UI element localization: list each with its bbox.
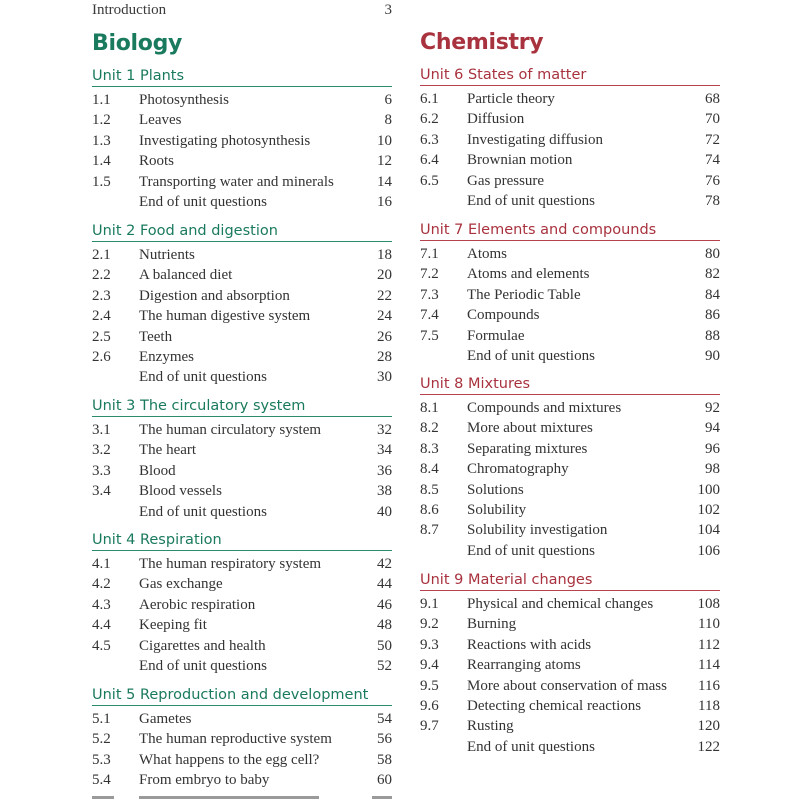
page-number: 22 xyxy=(377,287,392,304)
toc-entry[interactable] xyxy=(92,329,392,349)
biology-heading: Biology xyxy=(92,31,183,56)
section-title: Separating mixtures xyxy=(467,440,588,457)
toc-entry[interactable] xyxy=(420,718,720,738)
section-number: 7.3 xyxy=(420,286,439,303)
section-number: 2.3 xyxy=(92,287,111,304)
toc-entry[interactable] xyxy=(92,658,392,678)
page-number: 10 xyxy=(377,132,392,149)
section-title: Rearranging atoms xyxy=(467,657,581,674)
page-number: 68 xyxy=(705,91,720,107)
toc-entry[interactable] xyxy=(92,576,392,596)
page-number: 78 xyxy=(705,193,720,209)
section-title: Blood xyxy=(139,462,176,479)
page-number: 90 xyxy=(705,348,720,364)
section-title: Nutrients xyxy=(139,247,195,263)
page-number: 28 xyxy=(377,349,392,365)
section-number: 5.1 xyxy=(92,711,111,727)
section-title: End of unit questions xyxy=(139,194,267,210)
section-number: 2.4 xyxy=(92,308,111,325)
page-number: 116 xyxy=(698,677,720,694)
section-title: End of unit questions xyxy=(139,503,267,520)
toc-entry[interactable] xyxy=(92,308,392,328)
unit-heading: Unit 6 States of matter xyxy=(420,67,587,83)
unit-heading: Unit 8 Mixtures xyxy=(420,376,531,392)
section-title: Transporting water and minerals xyxy=(139,173,334,190)
toc-entry[interactable] xyxy=(92,422,392,442)
page-number: 38 xyxy=(377,483,392,500)
page-number: 86 xyxy=(705,307,720,324)
section-title: Digestion and absorption xyxy=(139,287,290,304)
page-number: 46 xyxy=(377,596,392,613)
section-title: End of unit questions xyxy=(139,369,267,386)
section-title: End of unit questions xyxy=(467,542,595,559)
page-number: 100 xyxy=(697,481,720,498)
section-title: Solutions xyxy=(467,481,524,498)
section-number: 1.4 xyxy=(92,153,111,170)
unit-heading: Unit 7 Elements and compounds xyxy=(420,222,657,238)
toc-entry[interactable] xyxy=(420,461,720,481)
section-number: 3.1 xyxy=(92,422,111,438)
toc-entry[interactable] xyxy=(92,617,392,637)
section-title: Detecting chemical reactions xyxy=(467,698,642,714)
toc-entry[interactable] xyxy=(92,112,392,132)
section-title: Roots xyxy=(139,153,175,170)
page-number: 94 xyxy=(705,420,720,437)
toc-entry[interactable] xyxy=(420,91,720,111)
toc-entry[interactable] xyxy=(92,153,392,173)
page-number: 58 xyxy=(377,751,392,768)
section-number: 1.2 xyxy=(92,112,111,129)
section-number: 6.3 xyxy=(420,131,439,148)
toc-entry[interactable] xyxy=(92,772,392,792)
toc-entry[interactable] xyxy=(420,328,720,348)
section-title: Compounds xyxy=(467,307,540,324)
toc-entry[interactable] xyxy=(420,348,720,368)
section-number: 6.4 xyxy=(420,152,439,169)
cut-off-entry xyxy=(92,792,392,802)
toc-entry[interactable] xyxy=(420,522,720,542)
toc-entry[interactable] xyxy=(420,193,720,213)
section-number: 2.1 xyxy=(92,247,111,263)
unit-rule xyxy=(420,590,720,591)
toc-entry[interactable] xyxy=(92,731,392,751)
page-number: 112 xyxy=(698,636,720,653)
page-number: 114 xyxy=(698,657,720,674)
section-number: 4.5 xyxy=(92,637,111,654)
page-number: 104 xyxy=(697,522,720,539)
toc-entry[interactable] xyxy=(92,247,392,267)
section-title: End of unit questions xyxy=(139,658,267,674)
unit-rule xyxy=(92,416,392,417)
toc-entry[interactable] xyxy=(420,400,720,420)
section-title: The Periodic Table xyxy=(467,286,581,303)
section-number: 3.3 xyxy=(92,462,111,479)
section-title: Gas pressure xyxy=(467,172,545,189)
section-number: 2.5 xyxy=(92,328,111,345)
section-title: From embryo to baby xyxy=(139,772,270,789)
section-number: 9.6 xyxy=(420,698,439,714)
page-number: 44 xyxy=(377,576,392,593)
section-title: End of unit questions xyxy=(467,348,595,364)
section-title: Blood vessels xyxy=(139,483,222,500)
page-number: 54 xyxy=(377,711,392,727)
section-number: 8.4 xyxy=(420,461,439,478)
section-number: 1.1 xyxy=(92,92,111,108)
section-title: Leaves xyxy=(139,112,182,129)
section-title: Compounds and mixtures xyxy=(467,400,622,416)
unit-rule xyxy=(420,85,720,86)
section-number: 4.2 xyxy=(92,576,111,593)
toc-entry[interactable] xyxy=(420,678,720,698)
section-title: Keeping fit xyxy=(139,617,207,634)
section-number: 2.2 xyxy=(92,267,111,284)
section-title: Chromatography xyxy=(467,461,569,478)
toc-entry[interactable] xyxy=(420,420,720,440)
toc-entry[interactable] xyxy=(92,267,392,287)
toc-entry[interactable] xyxy=(92,504,392,524)
unit-rule xyxy=(420,240,720,241)
toc-entry[interactable] xyxy=(92,349,392,369)
page-number: 48 xyxy=(377,617,392,634)
section-title: More about mixtures xyxy=(467,420,593,437)
page-number: 108 xyxy=(697,596,720,612)
toc-entry[interactable] xyxy=(92,711,392,731)
page-number: 98 xyxy=(705,461,720,478)
toc-entry[interactable] xyxy=(92,442,392,462)
toc-entry[interactable] xyxy=(420,307,720,327)
toc-entry[interactable] xyxy=(420,441,720,461)
page-number: 80 xyxy=(705,246,720,262)
section-title: More about conservation of mass xyxy=(467,677,667,694)
section-title: The human reproductive system xyxy=(139,731,332,748)
toc-entry[interactable] xyxy=(420,616,720,636)
section-number: 3.4 xyxy=(92,483,111,500)
section-title: Formulae xyxy=(467,327,525,344)
page-number: 50 xyxy=(377,637,392,654)
unit-heading: Unit 9 Material changes xyxy=(420,572,593,588)
page-number: 106 xyxy=(697,542,720,559)
section-title: The human respiratory system xyxy=(139,556,322,572)
page-number: 32 xyxy=(377,422,392,438)
page-number: 118 xyxy=(698,698,720,714)
toc-entry[interactable] xyxy=(92,133,392,153)
page-number: 74 xyxy=(705,152,720,169)
section-title: Diffusion xyxy=(467,111,525,128)
toc-entry[interactable] xyxy=(420,132,720,152)
section-title: A balanced diet xyxy=(139,267,233,284)
toc-entry[interactable] xyxy=(420,246,720,266)
toc-entry[interactable] xyxy=(92,597,392,617)
toc-entry[interactable] xyxy=(420,543,720,563)
section-title: Brownian motion xyxy=(467,152,573,169)
toc-entry[interactable] xyxy=(92,638,392,658)
unit-heading: Unit 4 Respiration xyxy=(92,532,222,548)
section-title: Solubility investigation xyxy=(467,522,608,539)
section-number: 4.4 xyxy=(92,617,111,634)
page-number: 30 xyxy=(377,369,392,386)
section-title: The human digestive system xyxy=(139,308,311,325)
toc-entry[interactable] xyxy=(92,174,392,194)
section-title: Investigating diffusion xyxy=(467,131,603,148)
page-number: 102 xyxy=(697,502,720,518)
section-number: 7.1 xyxy=(420,246,439,262)
section-number: 9.7 xyxy=(420,718,439,735)
page-number: 56 xyxy=(377,731,392,748)
section-number: 9.1 xyxy=(420,596,439,612)
toc-entry[interactable] xyxy=(92,288,392,308)
section-number: 8.1 xyxy=(420,400,439,416)
section-number: 7.2 xyxy=(420,266,439,283)
section-title: Burning xyxy=(467,616,517,633)
toc-entry[interactable] xyxy=(92,752,392,772)
section-title: The heart xyxy=(139,442,197,459)
section-title: Solubility xyxy=(467,502,527,518)
page-number: 92 xyxy=(705,400,720,416)
toc-entry[interactable] xyxy=(420,637,720,657)
unit-heading: Unit 1 Plants xyxy=(92,68,185,84)
section-number: 8.7 xyxy=(420,522,439,539)
section-title: Particle theory xyxy=(467,91,555,107)
toc-entry[interactable] xyxy=(420,266,720,286)
toc-entry[interactable] xyxy=(92,92,392,112)
section-number: 5.3 xyxy=(92,751,111,768)
page-number: 60 xyxy=(377,772,392,789)
toc-entry[interactable] xyxy=(420,287,720,307)
page-number: 110 xyxy=(698,616,720,633)
page-number: 12 xyxy=(377,153,392,170)
page-number: 18 xyxy=(377,247,392,263)
section-title: End of unit questions xyxy=(467,193,595,209)
page-number: 42 xyxy=(377,556,392,572)
section-title: The human circulatory system xyxy=(139,422,322,438)
section-number: 6.5 xyxy=(420,172,439,189)
section-number: 4.3 xyxy=(92,596,111,613)
toc-entry[interactable] xyxy=(420,596,720,616)
page-number: 82 xyxy=(705,266,720,283)
toc-entry[interactable] xyxy=(420,657,720,677)
section-number: 1.5 xyxy=(92,173,111,190)
toc-entry[interactable] xyxy=(420,111,720,131)
page-number: 96 xyxy=(705,440,720,457)
section-title: Cigarettes and health xyxy=(139,637,266,654)
page-number: 16 xyxy=(377,194,392,210)
page-number: 84 xyxy=(705,286,720,303)
section-title: What happens to the egg cell? xyxy=(139,751,320,768)
toc-entry[interactable] xyxy=(420,739,720,759)
section-number: 5.4 xyxy=(92,772,111,789)
page-number: 24 xyxy=(377,308,392,325)
page-number: 26 xyxy=(377,328,392,345)
section-title: Investigating photosynthesis xyxy=(139,132,311,149)
section-title: Enzymes xyxy=(139,349,194,365)
page-number: 20 xyxy=(377,267,392,284)
toc-entry[interactable] xyxy=(92,369,392,389)
introduction-label: Introduction xyxy=(92,2,167,18)
section-title: Rusting xyxy=(467,718,514,735)
unit-rule xyxy=(420,394,720,395)
section-title: End of unit questions xyxy=(467,738,595,755)
section-number: 8.6 xyxy=(420,502,439,518)
toc-entry[interactable] xyxy=(420,698,720,718)
unit-rule xyxy=(92,86,392,87)
section-title: Atoms and elements xyxy=(467,266,590,283)
section-title: Gametes xyxy=(139,711,192,727)
section-number: 6.1 xyxy=(420,91,439,107)
unit-rule xyxy=(92,550,392,551)
unit-heading: Unit 5 Reproduction and development xyxy=(92,687,369,703)
section-number: 9.2 xyxy=(420,616,439,633)
page-number: 52 xyxy=(377,658,392,674)
unit-rule xyxy=(92,241,392,242)
toc-entry[interactable] xyxy=(420,502,720,522)
unit-heading: Unit 2 Food and digestion xyxy=(92,223,278,239)
introduction-entry xyxy=(92,2,392,22)
section-number: 8.3 xyxy=(420,440,439,457)
section-number: 7.4 xyxy=(420,307,439,324)
page-number: 120 xyxy=(697,718,720,735)
section-number: 8.2 xyxy=(420,420,439,437)
section-title: Reactions with acids xyxy=(467,636,592,653)
page-number: 72 xyxy=(705,131,720,148)
chemistry-heading: Chemistry xyxy=(420,30,544,55)
toc-entry[interactable] xyxy=(420,482,720,502)
unit-heading: Unit 3 The circulatory system xyxy=(92,398,306,414)
section-number: 3.2 xyxy=(92,442,111,459)
page-number: 76 xyxy=(705,172,720,189)
page-number: 14 xyxy=(377,173,392,190)
toc-entry[interactable] xyxy=(92,483,392,503)
section-number: 9.3 xyxy=(420,636,439,653)
toc-entry[interactable] xyxy=(420,173,720,193)
section-title: Atoms xyxy=(467,246,508,262)
unit-rule xyxy=(92,705,392,706)
page-number: 122 xyxy=(697,738,720,755)
section-number: 4.1 xyxy=(92,556,111,572)
introduction-page: 3 xyxy=(384,2,392,18)
section-number: 9.4 xyxy=(420,657,439,674)
page-number: 40 xyxy=(377,503,392,520)
page-number: 88 xyxy=(705,327,720,344)
toc-entry[interactable] xyxy=(420,152,720,172)
toc-entry[interactable] xyxy=(92,463,392,483)
section-title: Teeth xyxy=(139,328,173,345)
section-title: Physical and chemical changes xyxy=(467,596,654,612)
toc-entry[interactable] xyxy=(92,556,392,576)
page-number: 36 xyxy=(377,462,392,479)
section-number: 5.2 xyxy=(92,731,111,748)
section-number: 8.5 xyxy=(420,481,439,498)
page-number: 34 xyxy=(377,442,392,459)
section-number: 2.6 xyxy=(92,349,111,365)
section-number: 9.5 xyxy=(420,677,439,694)
page-number: 8 xyxy=(384,112,392,129)
toc-entry[interactable] xyxy=(92,194,392,214)
section-title: Photosynthesis xyxy=(139,92,230,108)
section-title: Aerobic respiration xyxy=(139,596,256,613)
section-number: 7.5 xyxy=(420,327,439,344)
section-number: 6.2 xyxy=(420,111,439,128)
section-title: Gas exchange xyxy=(139,576,223,593)
page-number: 70 xyxy=(705,111,720,128)
page-number: 6 xyxy=(384,92,392,108)
section-number: 1.3 xyxy=(92,132,111,149)
